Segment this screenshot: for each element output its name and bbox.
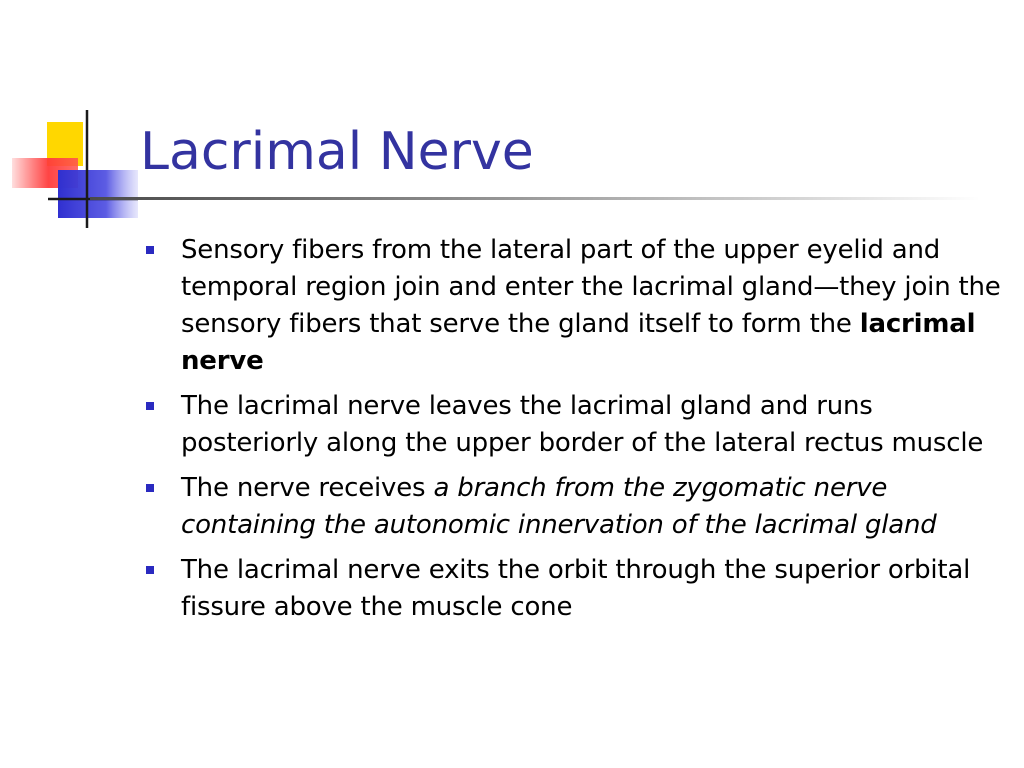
logo-blue-square [58, 170, 138, 218]
square-bullet-icon [146, 566, 154, 574]
bullet-bold-term: lacrimal nerve [181, 309, 976, 376]
square-bullet-icon [146, 246, 154, 254]
bullet-italic-phrase: a branch from the zygomatic nerve containing the autonomic innervation of the lacrimal gland [181, 473, 937, 540]
bullet-text: Sensory fibers from the lateral part of the upper eyelid and temporal region join and enter the lacrimal gland—they join the sensory fibers that serve the gland itself to form the [181, 235, 1001, 339]
bullet-item [140, 388, 1010, 462]
bullet-item [140, 552, 1010, 626]
bullet-text: The lacrimal nerve exits the orbit through the superior orbital fissure above the muscle cone [181, 555, 971, 622]
bullet-list [140, 232, 1010, 634]
bullet-text: The nerve receives [181, 473, 434, 503]
square-bullet-icon [146, 402, 154, 410]
bullet-item [140, 232, 1010, 380]
bullet-text: The lacrimal nerve leaves the lacrimal gland and runs posteriorly along the upper border of the lateral rectus muscle [181, 391, 984, 458]
decorative-squares-logo [0, 100, 140, 230]
square-bullet-icon [146, 484, 154, 492]
bullet-item [140, 470, 1010, 544]
title-underline-rule [90, 197, 980, 200]
slide-title: Lacrimal Nerve [140, 122, 534, 182]
